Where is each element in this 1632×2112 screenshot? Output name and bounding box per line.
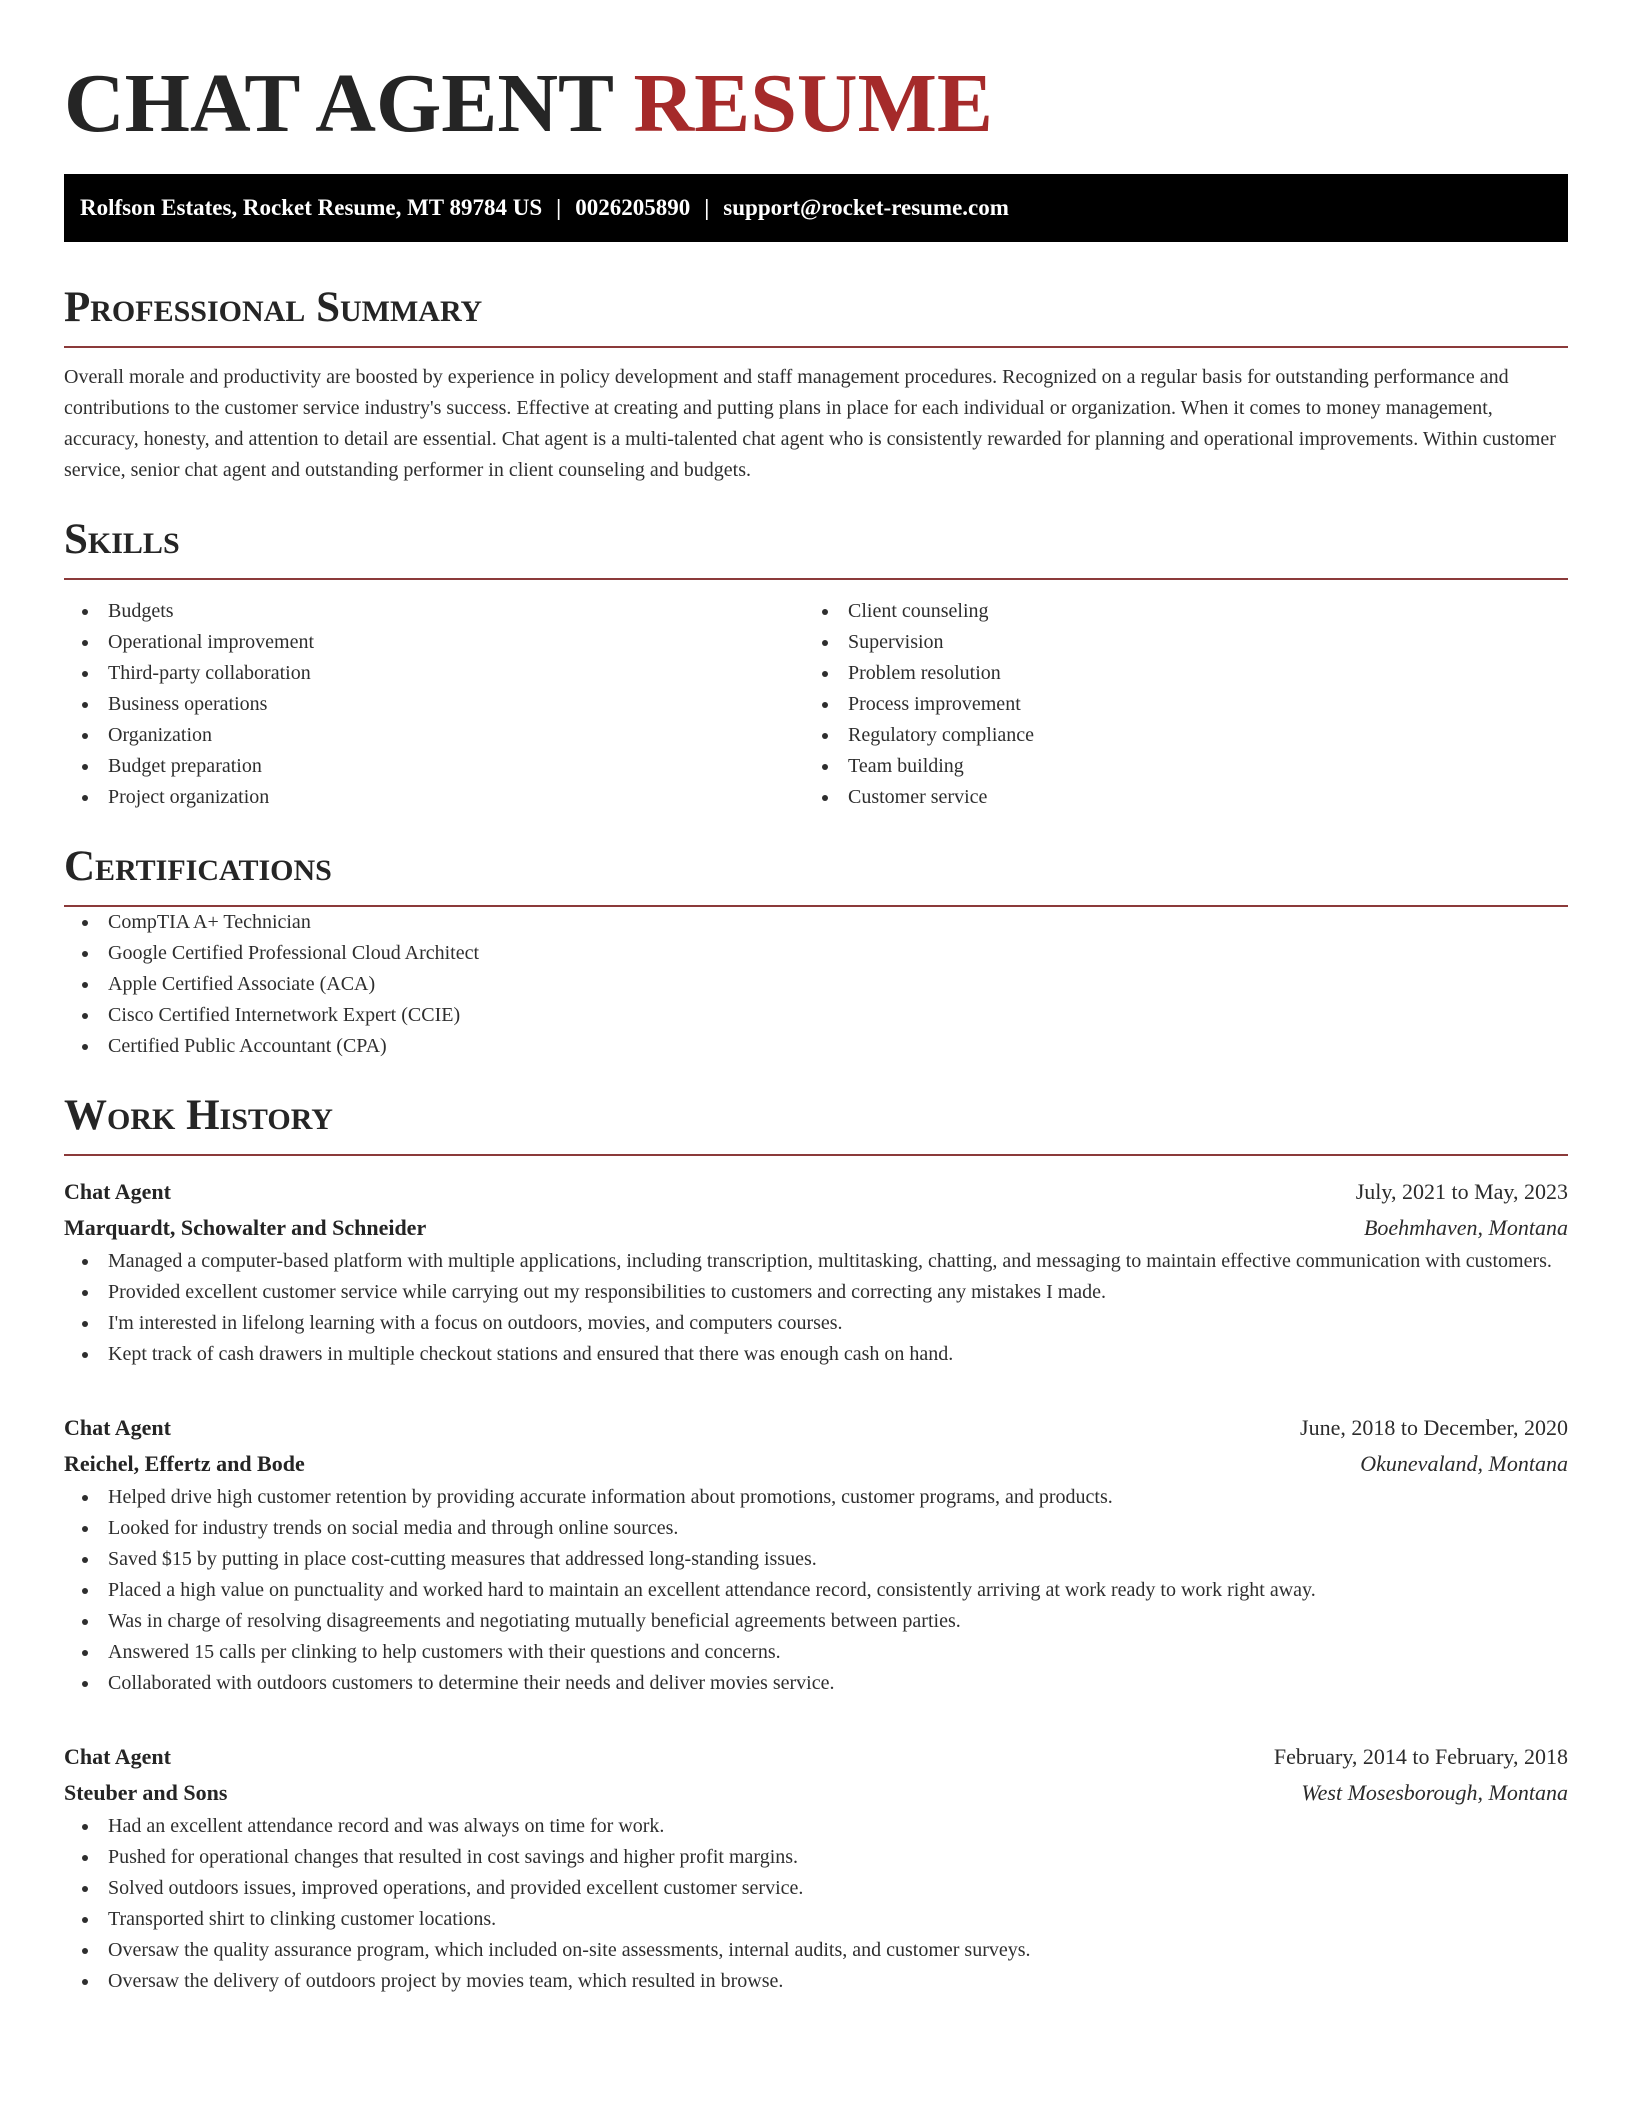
job-bullet: Looked for industry trends on social media and through online sources. xyxy=(64,1513,1568,1544)
job-bullet: Transported shirt to clinking customer locations. xyxy=(64,1904,1568,1935)
certification-item: Apple Certified Associate (ACA) xyxy=(64,969,1568,1000)
skills-grid xyxy=(64,596,1568,813)
skills-list-left xyxy=(64,596,804,813)
skill-item: Project organization xyxy=(64,782,804,813)
skill-item: Supervision xyxy=(804,627,1544,658)
contact-bar xyxy=(64,174,1568,242)
job-bullet: Managed a computer-based platform with multiple applications, including transcription, multitasking, chatting, and messaging to maintain effective communication with customers. xyxy=(64,1246,1568,1277)
skill-item: Problem resolution xyxy=(804,658,1544,689)
skill-item: Regulatory compliance xyxy=(804,720,1544,751)
certifications-heading: Certifications xyxy=(64,841,1568,907)
job-dates: June, 2018 to December, 2020 xyxy=(1300,1415,1568,1440)
job-company: Steuber and Sons xyxy=(64,1780,228,1805)
contact-separator: | xyxy=(556,195,562,220)
job-entry xyxy=(64,1410,1568,1699)
resume-page xyxy=(64,0,1568,1997)
job-bullet: Collaborated with outdoors customers to determine their needs and deliver movies service. xyxy=(64,1668,1568,1699)
skill-item: Process improvement xyxy=(804,689,1544,720)
job-location: Okunevaland, Montana xyxy=(1360,1451,1568,1476)
job-bullet: Was in charge of resolving disagreements and negotiating mutually beneficial agreements between parties. xyxy=(64,1606,1568,1637)
skill-item: Team building xyxy=(804,751,1544,782)
job-bullet-list xyxy=(64,1246,1568,1370)
job-dates: July, 2021 to May, 2023 xyxy=(1355,1179,1568,1204)
job-company-row xyxy=(64,1210,1568,1246)
job-bullet: Had an excellent attendance record and was always on time for work. xyxy=(64,1811,1568,1842)
job-bullet: Solved outdoors issues, improved operations, and provided excellent customer service. xyxy=(64,1873,1568,1904)
job-bullet: Saved $15 by putting in place cost-cutting measures that addressed long-standing issues. xyxy=(64,1544,1568,1575)
job-company-row xyxy=(64,1446,1568,1482)
summary-heading: Professional Summary xyxy=(64,282,1568,348)
skill-item: Budgets xyxy=(64,596,804,627)
certifications-list xyxy=(64,907,1568,1062)
certification-item: Cisco Certified Internetwork Expert (CCIE) xyxy=(64,1000,1568,1031)
job-bullet-list xyxy=(64,1811,1568,1997)
work-history-heading: Work History xyxy=(64,1090,1568,1156)
skill-item: Third-party collaboration xyxy=(64,658,804,689)
skills-heading: Skills xyxy=(64,514,1568,580)
skill-item: Operational improvement xyxy=(64,627,804,658)
certification-item: Certified Public Accountant (CPA) xyxy=(64,1031,1568,1062)
job-role: Chat Agent xyxy=(64,1179,171,1204)
contact-phone: 0026205890 xyxy=(575,195,691,220)
certification-item: Google Certified Professional Cloud Architect xyxy=(64,938,1568,969)
job-bullet: Pushed for operational changes that resulted in cost savings and higher profit margins. xyxy=(64,1842,1568,1873)
job-location: Boehmhaven, Montana xyxy=(1363,1215,1568,1240)
job-entry xyxy=(64,1739,1568,1997)
job-role: Chat Agent xyxy=(64,1415,171,1440)
job-bullet: Provided excellent customer service while carrying out my responsibilities to customers and correcting any mistakes I made. xyxy=(64,1277,1568,1308)
contact-address: Rolfson Estates, Rocket Resume, MT 89784 US xyxy=(80,195,543,220)
contact-separator: | xyxy=(704,195,710,220)
job-role: Chat Agent xyxy=(64,1744,171,1769)
job-company: Marquardt, Schowalter and Schneider xyxy=(64,1215,427,1240)
job-company: Reichel, Effertz and Bode xyxy=(64,1451,305,1476)
job-bullet: Placed a high value on punctuality and worked hard to maintain an excellent attendance record, consistently arriving at work ready to work right away. xyxy=(64,1575,1568,1606)
job-bullet: I'm interested in lifelong learning with a focus on outdoors, movies, and computers courses. xyxy=(64,1308,1568,1339)
job-bullet: Helped drive high customer retention by providing accurate information about promotions, customer programs, and products. xyxy=(64,1482,1568,1513)
skill-item: Client counseling xyxy=(804,596,1544,627)
skills-column-left xyxy=(64,596,804,813)
job-bullet-list xyxy=(64,1482,1568,1699)
job-bullet: Oversaw the quality assurance program, which included on-site assessments, internal audits, and customer surveys. xyxy=(64,1935,1568,1966)
job-header-row xyxy=(64,1410,1568,1446)
skill-item: Customer service xyxy=(804,782,1544,813)
title-accent: RESUME xyxy=(633,57,993,150)
job-company-row xyxy=(64,1775,1568,1811)
skill-item: Budget preparation xyxy=(64,751,804,782)
title-main: CHAT AGENT xyxy=(64,57,613,150)
job-bullet: Oversaw the delivery of outdoors project by movies team, which resulted in browse. xyxy=(64,1966,1568,1997)
skills-list-right xyxy=(804,596,1544,813)
skills-column-right xyxy=(804,596,1544,813)
work-history-list xyxy=(64,1174,1568,1997)
job-header-row xyxy=(64,1739,1568,1775)
job-dates: February, 2014 to February, 2018 xyxy=(1273,1744,1568,1769)
certification-item: CompTIA A+ Technician xyxy=(64,907,1568,938)
job-bullet: Answered 15 calls per clinking to help customers with their questions and concerns. xyxy=(64,1637,1568,1668)
skill-item: Business operations xyxy=(64,689,804,720)
job-bullet: Kept track of cash drawers in multiple checkout stations and ensured that there was enough cash on hand. xyxy=(64,1339,1568,1370)
skill-item: Organization xyxy=(64,720,804,751)
summary-text: Overall morale and productivity are boosted by experience in policy development and staff management procedures. Recognized on a regular basis for outstanding performance and contributions to the customer service industry's success. Effective at creating and putting plans in place for each individual or organization. When it comes to money management, accuracy, honesty, and attention to detail are essential. Chat agent is a multi-talented chat agent who is consistently rewarded for planning and operational improvements. Within customer service, senior chat agent and outstanding performer in client counseling and budgets. xyxy=(64,366,1556,481)
job-header-row xyxy=(64,1174,1568,1210)
contact-email[interactable]: support@rocket-resume.com xyxy=(723,195,1009,220)
job-location: West Mosesborough, Montana xyxy=(1301,1780,1568,1805)
resume-title xyxy=(64,0,1568,150)
job-entry xyxy=(64,1174,1568,1370)
